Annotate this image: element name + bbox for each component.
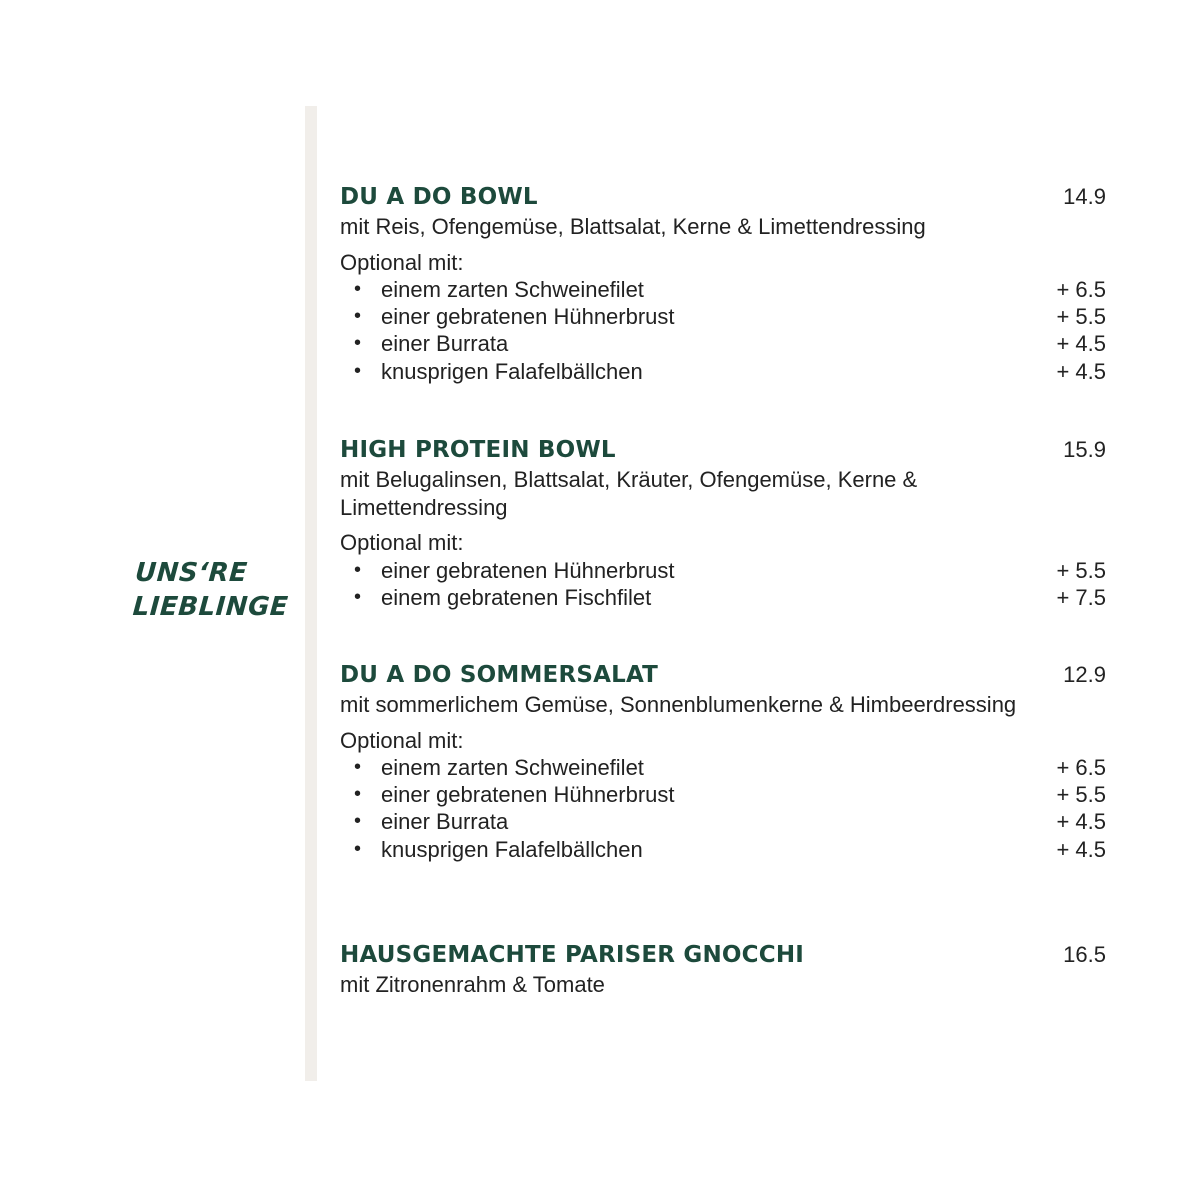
bullet-icon: • — [354, 810, 362, 833]
optional-addons — [340, 249, 1106, 385]
addon-row — [340, 781, 1106, 808]
addon-row — [340, 557, 1106, 584]
addon-name: knusprigen Falafelbällchen — [381, 836, 643, 862]
menu-item-price: 15.9 — [1063, 437, 1106, 462]
bullet-icon: • — [354, 305, 362, 328]
addon-price: + 4.5 — [1056, 358, 1106, 384]
addon-row — [340, 584, 1106, 611]
bullet-icon: • — [354, 359, 362, 382]
addon-price: + 6.5 — [1056, 277, 1106, 302]
menu-item — [340, 942, 1106, 999]
menu-item-description: mit sommerlichem Gemüse, Sonnenblumenkerne & Himbeerdressing — [340, 692, 1017, 717]
addon-name: einem zarten Schweinefilet — [381, 277, 644, 302]
addon-name: einem zarten Schweinefilet — [381, 755, 644, 780]
addon-price: + 5.5 — [1056, 782, 1106, 808]
menu-item-title: HIGH PROTEIN BOWL — [340, 437, 616, 463]
addon-price: + 4.5 — [1056, 331, 1106, 357]
addon-row — [340, 836, 1106, 863]
menu-item — [340, 662, 1106, 863]
addon-row — [340, 754, 1106, 781]
optional-label: Optional mit: — [340, 727, 464, 753]
bullet-icon: • — [354, 783, 362, 806]
addon-price: + 4.5 — [1056, 809, 1106, 835]
addon-name: einer Burrata — [381, 331, 509, 357]
menu-item — [340, 184, 1106, 385]
addon-name: einem gebratenen Fischfilet — [381, 584, 652, 610]
addon-row — [340, 330, 1106, 357]
addon-price: + 5.5 — [1056, 304, 1106, 330]
section-label — [132, 556, 302, 624]
addon-price: + 7.5 — [1056, 584, 1106, 610]
menu-item-title: HAUSGEMACHTE PARISER GNOCCHI — [340, 942, 805, 968]
addon-row — [340, 303, 1106, 330]
menu-item-title: DU A DO SOMMERSALAT — [340, 662, 659, 688]
bullet-icon: • — [354, 585, 362, 608]
addon-name: einer gebratenen Hühnerbrust — [381, 304, 675, 330]
addon-row — [340, 808, 1106, 835]
optional-label: Optional mit: — [340, 249, 464, 275]
optional-addons — [340, 727, 1106, 863]
section-label-line2: LIEBLINGE — [131, 592, 290, 622]
bullet-icon: • — [354, 558, 362, 581]
optional-addons — [340, 529, 1106, 611]
menu-item-price: 12.9 — [1063, 662, 1106, 687]
addon-name: einer gebratenen Hühnerbrust — [381, 557, 675, 583]
section-label-line1: UNS‘RE — [134, 558, 249, 588]
addon-row — [340, 358, 1106, 385]
menu-item — [340, 437, 1106, 611]
bullet-icon: • — [354, 837, 362, 860]
addon-price: + 4.5 — [1056, 836, 1106, 862]
bullet-icon: • — [354, 332, 362, 355]
menu-item-description: mit Zitronenrahm & Tomate — [340, 972, 605, 997]
addon-name: knusprigen Falafelbällchen — [381, 358, 643, 384]
vertical-divider — [305, 106, 317, 1081]
addon-price: + 6.5 — [1056, 755, 1106, 780]
menu-item-price: 14.9 — [1063, 184, 1106, 209]
menu-item-description: mit Reis, Ofengemüse, Blattsalat, Kerne & Limettendressing — [340, 214, 926, 239]
addon-row — [340, 276, 1106, 303]
menu-item-price: 16.5 — [1063, 942, 1106, 967]
addon-name: einer gebratenen Hühnerbrust — [381, 782, 675, 808]
menu-item-description: mit Belugalinsen, Blattsalat, Kräuter, Ofengemüse, Kerne & Limettendressing — [340, 467, 918, 520]
addon-price: + 5.5 — [1056, 557, 1106, 583]
optional-label: Optional mit: — [340, 530, 464, 555]
bullet-icon: • — [354, 756, 362, 778]
addon-name: einer Burrata — [381, 809, 509, 835]
menu-item-title: DU A DO BOWL — [340, 184, 538, 210]
bullet-icon: • — [354, 278, 362, 300]
menu-list — [340, 184, 1106, 997]
